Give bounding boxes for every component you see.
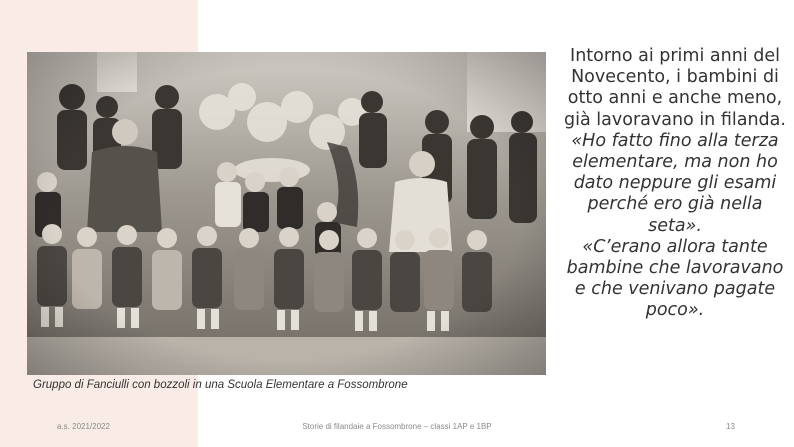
intro-text: Intorno ai primi anni del Novecento, i bambini di otto anni e anche meno, già lavoravano in filanda. [564,46,786,130]
footer-school-year: a.s. 2021/2022 [57,422,110,431]
quote-2: «C’erano allora tante bambine che lavoravano e che venivano pagate poco». [566,236,784,321]
photo-caption: Gruppo di Fanciulli con bozzoli in una Scuola Elementare a Fossombrone [33,379,408,391]
historical-photo-schoolchildren-with-cocoons [27,52,546,375]
narrative-text [562,46,788,322]
footer-page-number: 13 [726,422,735,431]
quote-1: «Ho fatto fino alla terza elementare, ma non ho dato neppure gli esami perché ero già nella seta». [571,130,779,236]
footer-title: Storie di filandaie a Fossombrone – classi 1AP e 1BP [302,422,492,431]
